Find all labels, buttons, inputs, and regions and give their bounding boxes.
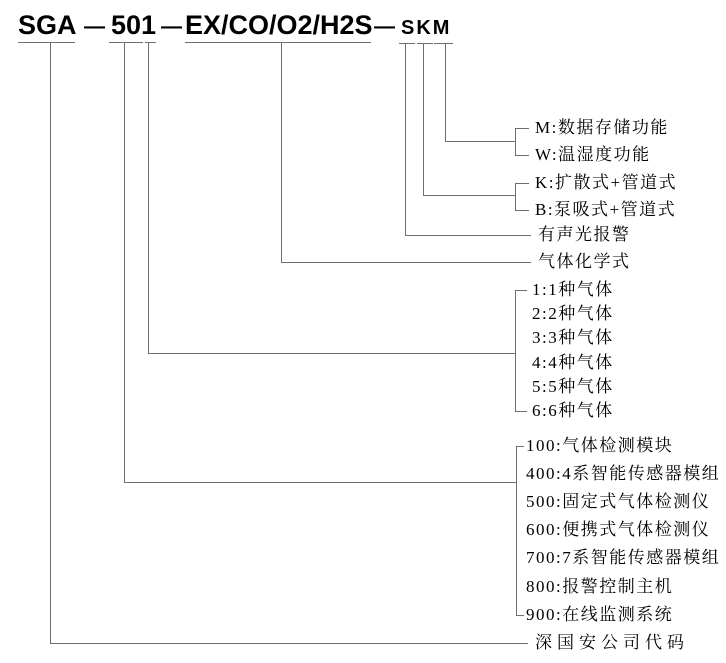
underline-s: [399, 43, 415, 44]
bracket-mw-top-stub: [515, 128, 529, 129]
label-company-code: 深国安公司代码: [535, 633, 689, 652]
connector-50: [124, 482, 516, 483]
bracket-series-bottom-stub: [516, 615, 524, 616]
bracket-series: [516, 446, 517, 616]
connector-m: [445, 141, 515, 142]
code-segment-gases: EX/CO/O2/H2S: [185, 10, 373, 40]
bracket-mw-bottom-stub: [515, 155, 529, 156]
bracket-gas-bottom-stub: [515, 411, 527, 412]
label-m-option: M:数据存储功能: [535, 118, 669, 137]
connector-s: [405, 235, 531, 236]
label-gas-count-4: 4:4种气体: [532, 353, 614, 372]
label-gas-count-3: 3:3种气体: [532, 328, 614, 347]
tick-line-gases: [281, 42, 282, 262]
label-series-900: 900:在线监测系统: [526, 605, 674, 624]
label-series-800: 800:报警控制主机: [526, 577, 674, 596]
label-series-100: 100:气体检测模块: [526, 436, 674, 455]
underline-sga: [18, 42, 75, 43]
label-series-700: 700:7系智能传感器模组: [526, 548, 721, 567]
bracket-mw: [515, 128, 516, 156]
tick-line-k: [423, 43, 424, 195]
code-segment-series: 501: [111, 10, 157, 40]
tick-line-1: [148, 42, 149, 353]
bracket-kb: [515, 183, 516, 211]
code-segment-company: SGA: [18, 10, 77, 40]
code-separator-3: —: [374, 15, 395, 38]
label-series-600: 600:便携式气体检测仪: [526, 520, 711, 539]
label-gas-count-1: 1:1种气体: [532, 280, 614, 299]
underline-m: [434, 43, 453, 44]
code-separator-1: —: [84, 15, 105, 38]
connector-gases: [281, 262, 531, 263]
label-alarm: 有声光报警: [538, 225, 631, 244]
bracket-gas-top-stub: [515, 290, 527, 291]
connector-sga: [50, 643, 528, 644]
label-b-option: B:泵吸式+管道式: [535, 200, 677, 219]
code-segment-options: SKM: [401, 17, 452, 39]
label-series-500: 500:固定式气体检测仪: [526, 492, 711, 511]
label-series-400: 400:4系智能传感器模组: [526, 464, 721, 483]
label-w-option: W:温湿度功能: [535, 145, 651, 164]
label-gas-count-2: 2:2种气体: [532, 304, 614, 323]
tick-line-50: [124, 42, 125, 482]
bracket-gas-counts: [515, 290, 516, 412]
underline-k: [417, 43, 433, 44]
tick-line-sga: [50, 42, 51, 643]
tick-line-m: [445, 43, 446, 141]
tick-line-s: [405, 43, 406, 235]
label-chemical: 气体化学式: [538, 252, 631, 271]
label-gas-count-6: 6:6种气体: [532, 401, 614, 420]
bracket-kb-bottom-stub: [515, 210, 529, 211]
underline-1: [145, 42, 156, 43]
bracket-series-top-stub: [516, 446, 524, 447]
connector-k: [423, 195, 515, 196]
label-gas-count-5: 5:5种气体: [532, 377, 614, 396]
underline-gases: [185, 42, 371, 43]
connector-1: [148, 353, 515, 354]
underline-50: [109, 42, 143, 43]
label-k-option: K:扩散式+管道式: [535, 173, 678, 192]
bracket-kb-top-stub: [515, 183, 529, 184]
code-separator-2: —: [161, 15, 182, 38]
